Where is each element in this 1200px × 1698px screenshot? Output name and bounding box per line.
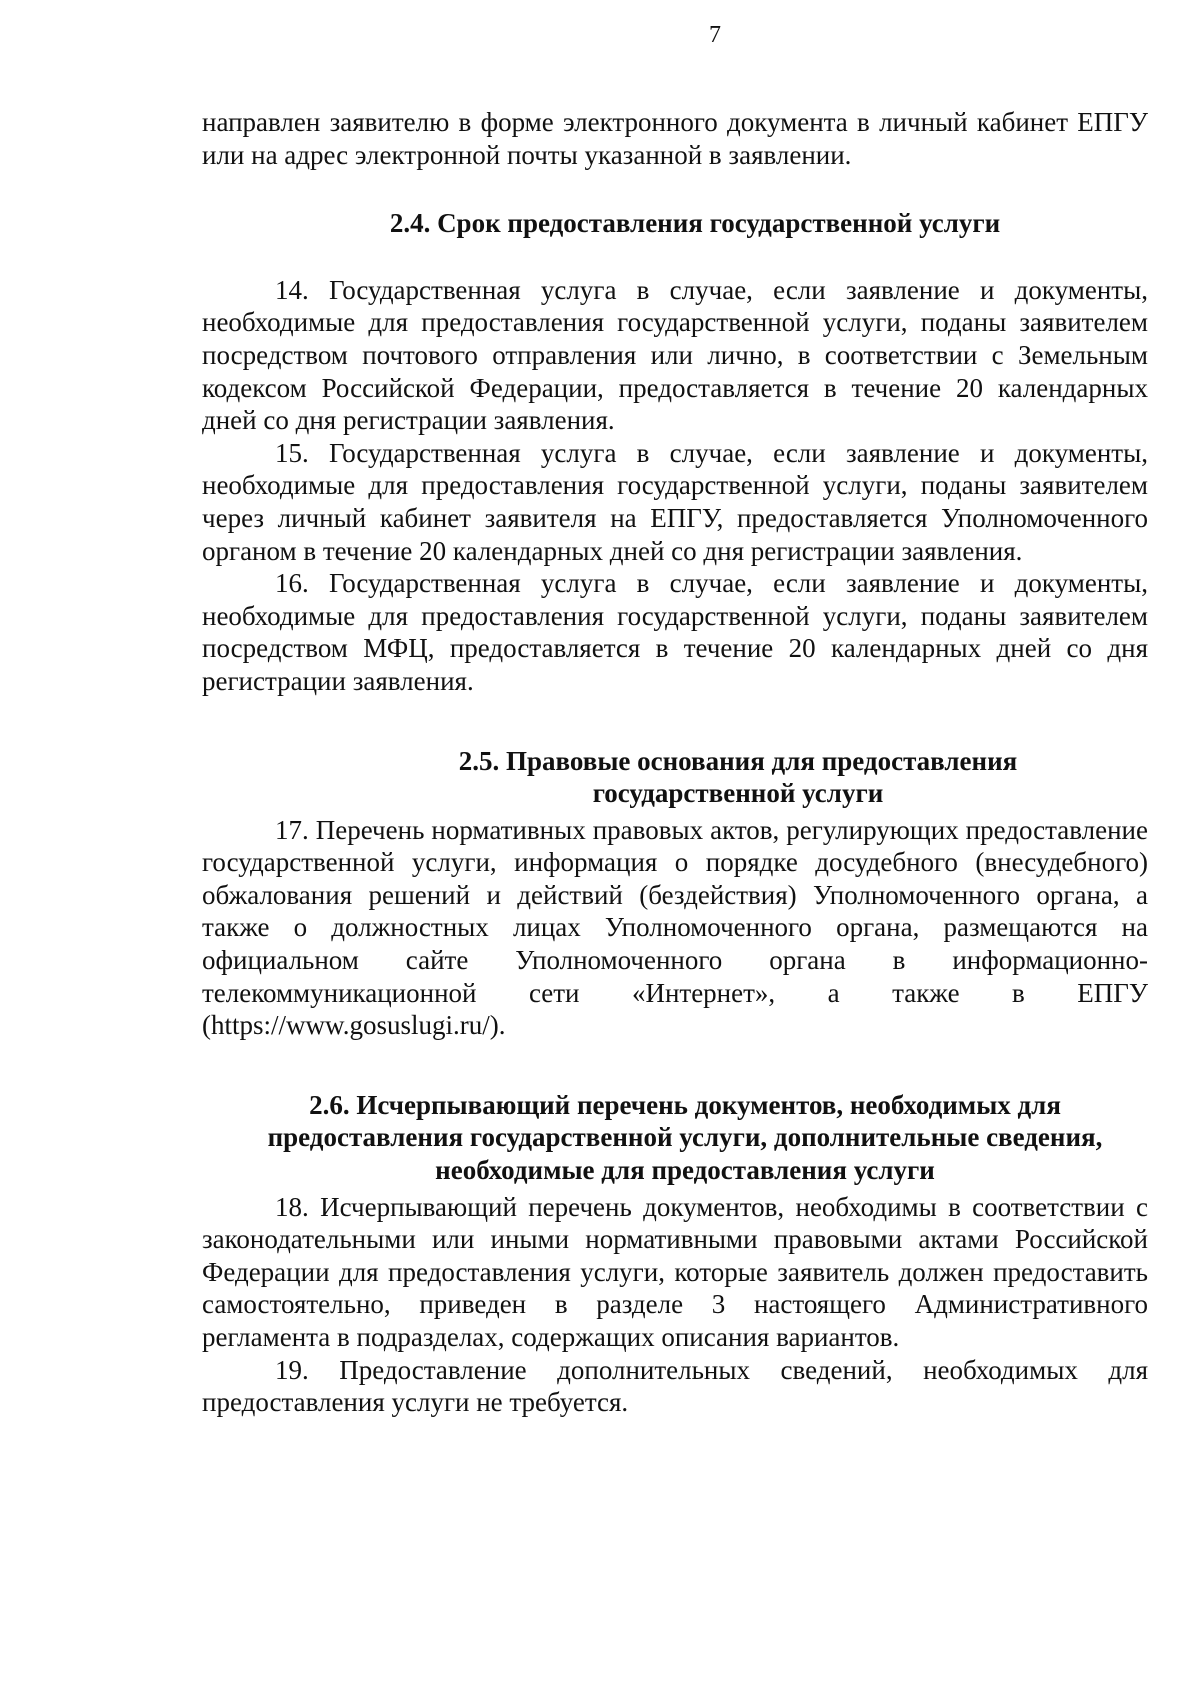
section-2-5-heading	[202, 745, 1148, 810]
section-2-6-heading-line-2: предоставления государственной услуги, дополнительные сведения,	[267, 1122, 1103, 1153]
paragraph-18: 18. Исчерпывающий перечень документов, необходимы в соответствии с законодательными или иными нормативными правовыми актами Российской Федерации для предоставления услуги, которые заявитель должен предоставить самостоятельно, приведен в разделе 3 настоящего Административного регламента в подразделах, содержащих описания вариантов.	[202, 1191, 1148, 1352]
section-2-5-heading-line-1: 2.5. Правовые основания для предоставления	[458, 745, 1018, 776]
section-2-4-heading: 2.4. Срок предоставления государственной услуги	[389, 208, 1001, 239]
section-2-6-heading-line-1: 2.6. Исчерпывающий перечень документов, необходимых для	[309, 1089, 1061, 1120]
paragraph-16: 16. Государственная услуга в случае, если заявление и документы, необходимые для предоставления государственной услуги, поданы заявителем посредством МФЦ, предоставляется в течение 20 календарных дней со дня регистрации заявления.	[202, 568, 1148, 696]
document-body	[202, 106, 1148, 1419]
paragraph-19: 19. Предоставление дополнительных сведений, необходимых для предоставления услуги не требуется.	[202, 1354, 1148, 1418]
section-2-6-heading-line-3: необходимые для предоставления услуги	[435, 1155, 935, 1186]
paragraph-15: 15. Государственная услуга в случае, если заявление и документы, необходимые для предоставления государственной услуги, поданы заявителем через личный кабинет заявителя на ЕПГУ, предоставляется Уполномоченного органом в течение 20 календарных дней со дня регистрации заявления.	[202, 437, 1148, 566]
paragraph-17: 17. Перечень нормативных правовых актов, регулирующих предоставление государственной услуги, информация о порядке досудебного (внесудебного) обжалования решений и действий (бездействия) Уполномоченного органа, а также о должностных лицах Уполномоченного органа, размещаются на официальном сайте Уполномоченного органа в информационно-телекоммуникационной сети «Интернет», а также в ЕПГУ (https://www.gosuslugi.ru/).	[202, 814, 1148, 1041]
paragraph-14: 14. Государственная услуга в случае, если заявление и документы, необходимые для предоставления государственной услуги, поданы заявителем посредством почтового отправления или лично, в соответствии с Земельным кодексом Российской Федерации, предоставляется в течение 20 календарных дней со дня регистрации заявления.	[202, 274, 1148, 436]
section-2-6-heading	[202, 1089, 1148, 1187]
intro-paragraph: направлен заявителю в форме электронного документа в личный кабинет ЕПГУ или на адрес электронной почты указанной в заявлении.	[202, 107, 1148, 170]
page-number: 7	[709, 22, 721, 48]
section-2-5-heading-line-2: государственной услуги	[592, 778, 884, 809]
